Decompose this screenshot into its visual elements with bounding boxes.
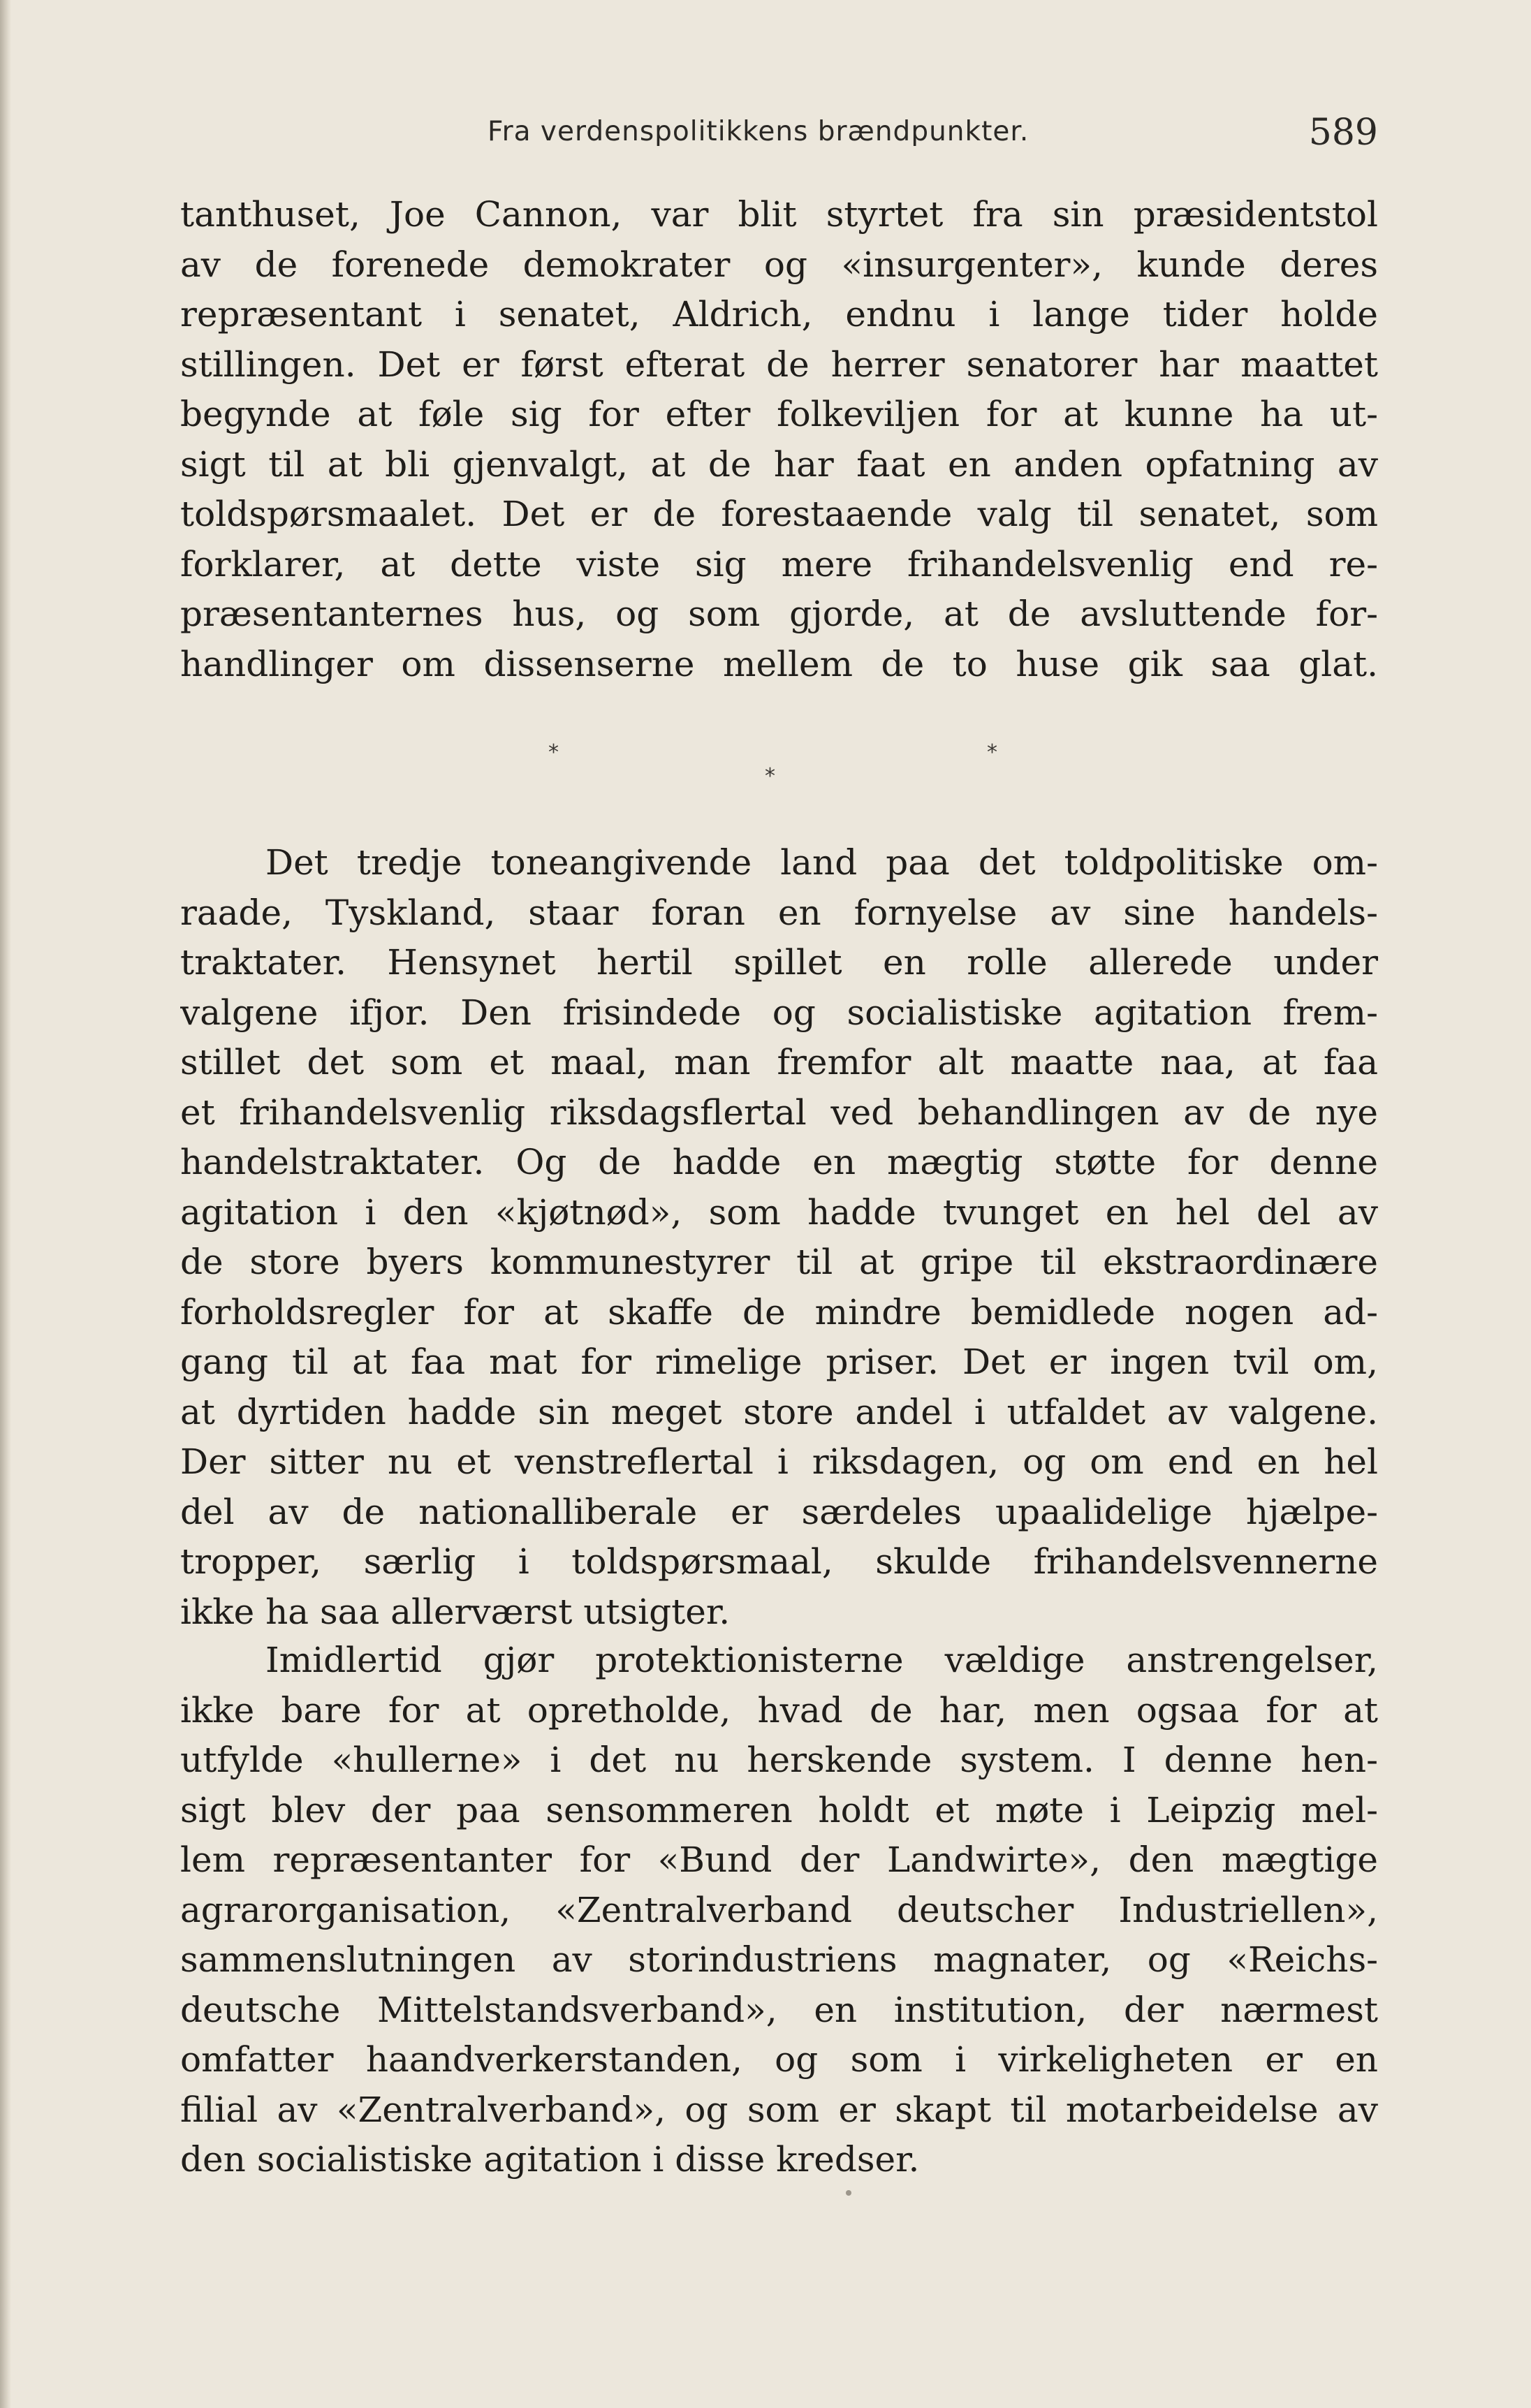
divider-asterisk: * xyxy=(987,740,997,765)
text-line: ikke bare for at opretholde, hvad de har, men ogsaa for at xyxy=(180,1689,1378,1731)
text-line: Det tredje toneangivende land paa det toldpolitiske om- xyxy=(265,842,1378,883)
text-line: at dyrtiden hadde sin meget store andel i utfaldet av valgene. xyxy=(180,1391,1378,1432)
paragraph-protectionists xyxy=(180,1636,1378,2185)
text-line: den socialistiske agitation i disse kredser. xyxy=(180,2139,920,2180)
print-speck xyxy=(846,2190,851,2196)
text-line: handelstraktater. Og de hadde en mægtig støtte for denne xyxy=(180,1142,1378,1182)
text-line: sammenslutningen av storindustriens magnater, og «Reichs- xyxy=(180,1939,1378,1980)
text-line: tropper, særlig i toldspørsmaal, skulde frihandelsvennerne xyxy=(180,1541,1378,1582)
text-line: valgene ifjor. Den frisindede og socialistiske agitation frem- xyxy=(180,992,1378,1033)
text-line: præsentanternes hus, og som gjorde, at de avsluttende for- xyxy=(180,594,1378,634)
divider-asterisk: * xyxy=(548,740,559,765)
text-line: agitation i den «kjøtnød», som hadde tvunget en hel del av xyxy=(180,1191,1378,1233)
page-number: 589 xyxy=(1308,112,1378,154)
paragraph-continued xyxy=(180,190,1378,689)
text-line: Imidlertid gjør protektionisterne vældige anstrengelser, xyxy=(265,1640,1378,1680)
paragraph-germany xyxy=(180,838,1378,1637)
text-line: raade, Tyskland, staar foran en fornyelse av sine handels- xyxy=(180,892,1378,933)
text-line: deutsche Mittelstandsverband», en institution, der nærmest xyxy=(180,1989,1378,2030)
divider-asterisk: * xyxy=(765,764,775,788)
running-head-title: Fra verdenspolitikkens brændpunkter. xyxy=(488,116,1030,147)
text-line: repræsentant i senatet, Aldrich, endnu i lange tider holde xyxy=(180,294,1378,335)
text-line: begynde at føle sig for efter folkeviljen for at kunne ha ut- xyxy=(180,394,1378,434)
text-line: forholdsregler for at skaffe de mindre bemidlede nogen ad- xyxy=(180,1291,1378,1333)
text-line: av de forenede demokrater og «insurgenter», kunde deres xyxy=(180,244,1378,285)
text-line: gang til at faa mat for rimelige priser. Det er ingen tvil om, xyxy=(180,1342,1378,1382)
text-line: handlinger om dissenserne mellem de to huse gik saa glat. xyxy=(180,643,1378,684)
page-binding-edge xyxy=(0,0,11,2408)
text-line: forklarer, at dette viste sig mere frihandelsvenlig end re- xyxy=(180,543,1378,585)
text-line: stillingen. Det er først efterat de herrer senatorer har maattet xyxy=(180,344,1378,385)
text-line: utfylde «hullerne» i det nu herskende system. I denne hen- xyxy=(180,1740,1378,1780)
text-line: sigt til at bli gjenvalgt, at de har faat en anden opfatning av xyxy=(180,443,1378,485)
text-line: Der sitter nu et venstreflertal i riksdagen, og om end en hel xyxy=(180,1441,1378,1482)
text-line: tanthuset, Joe Cannon, var blit styrtet fra sin præsidentstol xyxy=(180,194,1378,235)
text-line: del av de nationalliberale er særdeles upaalidelige hjælpe- xyxy=(180,1491,1378,1532)
text-line: agrarorganisation, «Zentralverband deutscher Industriellen», xyxy=(180,1889,1378,1930)
text-line: traktater. Hensynet hertil spillet en rolle allerede under xyxy=(180,942,1378,983)
text-line: de store byers kommunestyrer til at gripe til ekstraordinære xyxy=(180,1242,1378,1282)
text-line: omfatter haandverkerstanden, og som i virkeligheten er en xyxy=(180,2039,1378,2080)
running-head xyxy=(180,112,1378,154)
text-line: sigt blev der paa sensommeren holdt et møte i Leipzig mel- xyxy=(180,1789,1378,1830)
text-line: toldspørsmaalet. Det er de forestaaende valg til senatet, som xyxy=(180,494,1378,534)
text-line: lem repræsentanter for «Bund der Landwirte», den mægtige xyxy=(180,1840,1378,1880)
text-line: ikke ha saa allerværst utsigter. xyxy=(180,1591,731,1632)
text-line: filial av «Zentralverband», og som er skapt til motarbeidelse av xyxy=(180,2089,1378,2130)
section-divider xyxy=(180,740,1378,796)
text-line: et frihandelsvenlig riksdagsflertal ved behandlingen av de nye xyxy=(180,1092,1378,1133)
text-line: stillet det som et maal, man fremfor alt maatte naa, at faa xyxy=(180,1042,1378,1082)
